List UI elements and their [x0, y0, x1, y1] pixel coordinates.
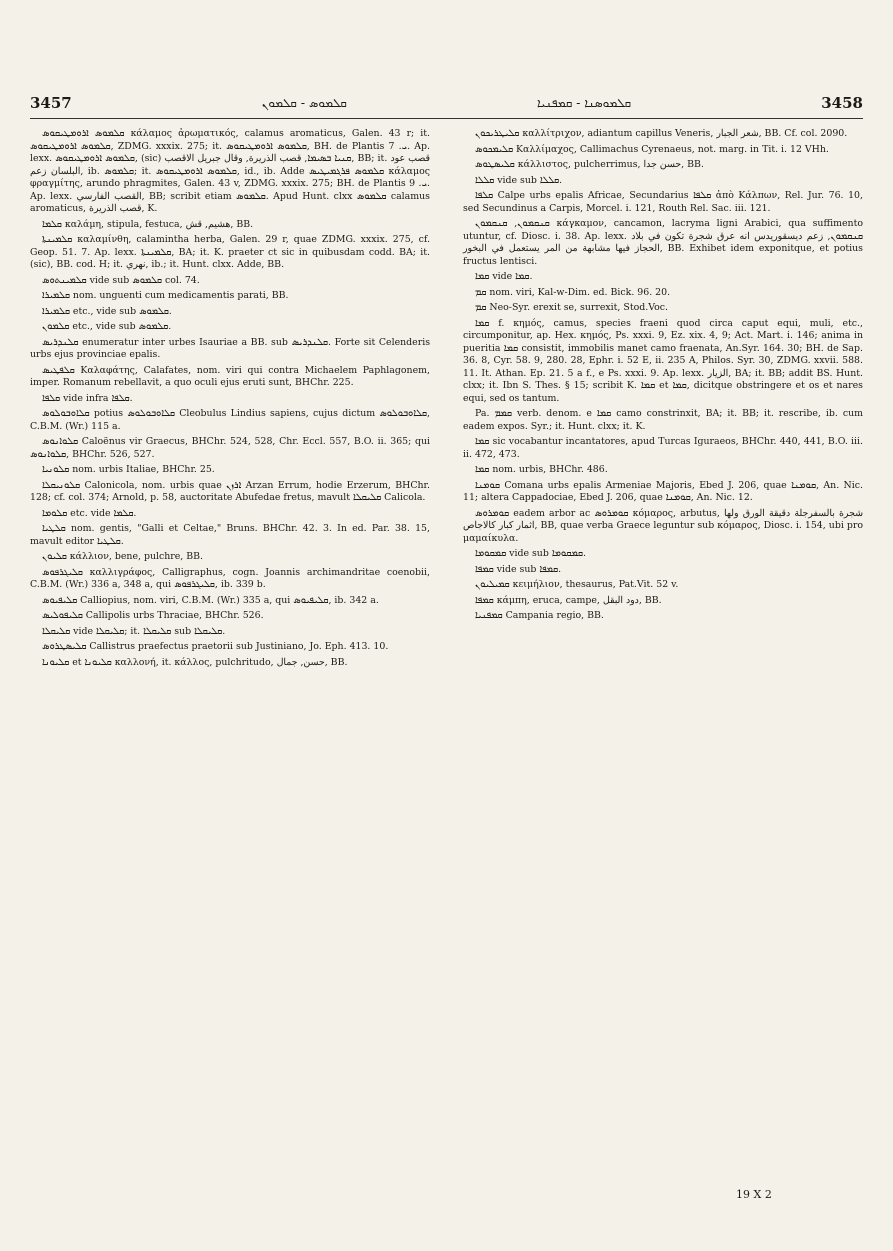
dictionary-entry: ܩܡܦܐ vide sub ܩܡܦܐ. — [475, 563, 562, 575]
dictionary-entry: ܩܠܝܣܛܪܘܣ Callistrus praefectus praetorii sub Justiniano, Jo. Eph. 413. 10. — [42, 641, 389, 652]
dictionary-entry: ܩܠܢܕܪܝܣ enumeratur inter urbes Isauriae a BB. sub ܩܠܢܕܪܝܣ. Forte sit Celenderis urbs ejus provinciae epalis. — [30, 336, 430, 360]
dictionary-entry: ܩܠܝܛܪܝܟܘܢ καλλίτριχον, adiantum capillus Veneris, شعر الجبار, BB. Cf. col. 2090. — [475, 128, 848, 139]
dictionary-entry: ܩܠܐܘܒܘܠܘܣ potius ܩܠܐܘܒܘܠܘܣ Cleobulus Lindius sapiens, cujus dictum ܩܠܐܘܒܘܠܘܣ, C.B.M. (Wr.) 115 a. — [30, 408, 430, 432]
dictionary-entry: ܩܠܡܘܣ ܐܪܘܡܛܝܩܘܣ κάλαμος ἀρωματικός, calamus aromaticus, Galen. 43 r; it. ܩܠܡܘܣ ܐܪܘܡܛܝܩܘܣ, ZDMG. xxxix. 275; it. ܩܠܡܘܣ ܐܪܘܡܛܝܩܘܣ, BH. de Plantis ܝ. 7. Ap. lexx. ܩܠܡܘܣ ܐܪܘܡܛܝܩܘܣ, (sic) ܩܢܝܐ ܒܣܝܡܐ, قصب الذريرة, وقال جبريل الاقصب, BB; it. قصب عود البلسان زعم, ib. ܩܠܡܘܣ; it. ܩܠܡܘܣ ܐܪܘܡܛܝܩܘܣ, id., ib. Adde ܩܠܡܘܣ ܦܪܓܡܝܛܝܣ κάλαμος φραγμίτης, arundo phragmites, Galen. 43 v, ZDMG. xxxix. 275; BH. de Plantis ܝ. 9. Ap. lexx. القصب الفارسي, BB; scribit etiam ܩܠܡܘܣ. Apud Hunt. clxx ܩܠܡܘܣ calamus aromaticus, قصب الذريرة, K. — [30, 128, 431, 214]
dictionary-entry: ܩܠܘܐܢܘܣ Caloënus vir Graecus, BHChr. 524, 528, Chr. Eccl. 557, B.O. ii. 365; qui ܩܠܘܐܢܘܣ, BHChr. 526, 527. — [30, 436, 430, 460]
right-running-title: ܩܠܡܘܣܢܐ - ܩܡܦܢܝܐ — [536, 95, 632, 110]
dictionary-entry: ܩܠܘܢܝܩܠܐ Calonicola, nom. urbis quae ܐܪܙܢ Arzan Errum, hodie Erzerum, BHChr. 128; cf. col. 374; Arnold, p. 58, auctoritate Abufedae fretus, mavult ܩܠܝܩܠܐ Calicola. — [30, 479, 430, 503]
dictionary-entry: ܩܠܡܘܢ etc., vide sub ܩܠܡܘܣ. — [42, 321, 172, 332]
dictionary-entry: ܩܡ Neo-Syr. erexit se, surrexit, Stod.Voc. — [475, 302, 668, 313]
dictionary-entry: ܩܠܡܝܢܬܐ καλαμίνθη, calamintha herba, Galen. 29 r, quae ZDMG. xxxix. 275, cf. Geop. 51. 7. Ap. lexx. ܩܠܡܝܢܬܐ, BA; it. K. praeter ct sic in quibusdam codd. BA; it. (sic), BB. cod. H; it. نهري, ib.; it. Hunt. clxx. Adde, BB. — [30, 234, 430, 270]
left-running-title: ܩܠܡܘܣ - ܩܠܡܘܢ — [261, 95, 347, 110]
right-column — [463, 128, 863, 672]
dictionary-entry: ܩܠܦܛܝܣ Καλαφάτης, Calafates, nom. viri qui contra Michaelem Paphlagonem, imper. Romanum rebellavit, a quo oculi ejus eruti sunt, BHChr. 225. — [30, 364, 430, 388]
dictionary-entry: ܩܠܝܦܘܠܝܣ Callipolis urbs Thraciae, BHChr. 526. — [42, 610, 264, 621]
dictionary-entry: ܩܡܐ f. κημός, camus, species fraeni quod circa caput equi, muli, etc., circumponitur, ap. Hex. κημός, Ps. xxxi. 9, Ez. xix. 4, 9; Act. Mart. i. 146; anima in pueritia ܩܡܐ consistit, immobilis manet camo fraenata, An.Syr. 164. 30; BH. de Sap. 36. 8, Cyr. 58. 9, 280. 28, Ephr. i. 52 E, ii. 235 A, Philos. Syr. 30, ZDMG. xxvii. 588. 11. It. Athan. Ep. 21. 5 a f., e Ps. xxxi. 9. Ap. lexx. الزيار, BA; it. BB; addit BS. Hunt. clxx; it. Ibn S. Thes. § 15; scribit K. ܩܡܐ et ܩܡܐ, dicitque obstringere et os et nares equi, sed os tantum. — [463, 317, 864, 404]
dictionary-entry: ܩܡܦܐ κάμπη, eruca, campe, دود البقل, BB. — [475, 594, 662, 606]
dictionary-entry: ܩܠܡܝܪܐ nom. unguenti cum medicamentis parati, BB. — [42, 290, 289, 301]
dictionary-entry: ܩܠܦܐ Calpe urbs epalis Africae, Secundarius ܩܠܦܐ ἀπὸ Κάλπων, Rel. Jur. 76. 10, sed Secundinus a Carpis, Morcel. i. 121, Routh Rel. Sac. iii. 121. — [463, 190, 863, 214]
dictionary-entry: ܩܠܝܘܢܐ et ܩܠܝܘܢܐ καλλονή, it. κάλλος, pulchritudo, حسن, جمال, BB. — [42, 656, 348, 668]
dictionary-entry: ܩܠܘܡܐ etc. vide ܩܠܡܐ. — [42, 507, 137, 519]
dictionary-entry: ܩܠܝܘܢ κάλλιον, bene, pulchre, BB. — [42, 551, 204, 562]
dictionary-entry: ܩܡܩܘܡܐ vide sub ܩܡܩܘܡܐ. — [475, 548, 586, 559]
right-page-number: 3458 — [821, 94, 863, 112]
dictionary-entry: ܩܠܡܝܢܬܘܣ vide sub ܩܠܡܘܣ col. 74. — [42, 274, 200, 286]
dictionary-entry: ܩܠܡܐ καλάμη, stipula, festuca, هشيم, قش, BB. — [42, 218, 254, 230]
dictionary-entry: ܩܘܡܢܐ Comana urbs epalis Armeniae Majoris, Ebed J. 206, quae ܩܘܡܢܐ, An. Nic. 11; altera Cappadociae, Ebed J. 206, quae ܩܘܡܢܐ, An. Nic. 12. — [463, 479, 863, 503]
dictionary-entry: ܩܠܠܐ vide sub ܩܠܠܐ. — [475, 174, 563, 186]
dictionary-entry: ܩܡܐ nom. urbis, BHChr. 486. — [475, 464, 608, 475]
dictionary-entry: ܩܡܝܠܝܘܢ κειμήλιον, thesaurus, Pat.Vit. 52 v. — [475, 579, 679, 590]
dictionary-entry: ܩܠܘܢܝܐ nom. urbis Italiae, BHChr. 25. — [42, 464, 215, 475]
dictionary-entry: ܩܡܦܢܝܐ Campania regio, BB. — [475, 610, 604, 621]
left-page-number: 3457 — [30, 94, 72, 112]
dictionary-entry: ܩܠܝܩܠܐ vide ܩܠܝܩܠܐ; it. ܩܠܝܩܠܐ sub ܩܠܝܩܠܐ. — [42, 625, 226, 637]
dictionary-entry: ܩܠܡܝܪܐ etc., vide sub ܩܠܡܘܣ. — [42, 305, 172, 317]
dictionary-entry: ܩܠܝܦܝܘܣ Calliopius, nom. viri, C.B.M. (Wr.) 335 a, qui ܩܠܝܦܝܘܣ, ib. 342 a. — [42, 594, 379, 606]
dictionary-entry: ܩܡܐ vide ܩܡܐ. — [475, 271, 533, 282]
columns — [30, 128, 863, 672]
dictionary-entry: ܩܠܛܝܐ nom. gentis, "Galli et Celtae," Bruns. BHChr. 42. 3. In ed. Par. 38. 15, mavult editor ܩܠܛܝܐ. — [30, 523, 430, 547]
dictionary-entry: ܩܠܝܣܛܘܣ κάλλιστος, pulcherrimus, حسن جدا, BB. — [475, 159, 704, 170]
signature-mark: 19 X 2 — [736, 1188, 772, 1201]
left-column — [30, 128, 430, 672]
dictionary-entry: ܩܡܐ sic vocabantur incantatores, apud Turcas Iguraeos, BHChr. 440, 441, B.O. iii. ii. 472, 473. — [463, 436, 863, 460]
dictionary-entry: ܩܡ nom. viri, Kal-w-Dim. ed. Bick. 96. 20. — [475, 286, 671, 298]
dictionary-entry: Pa. ܩܡܡ verb. denom. e ܩܡܐ camo constrinxit, BA; it. BB; it. rescribe, ib. cum eadem expos. Syr.; it. Hunt. clxx; it. K. — [463, 408, 863, 432]
dictionary-entry: ܩܢܩܡܘܢ, ܩܢܩܡܘܢ κάγκαμον, cancamon, lacryma ligni Arabici, qua suffimento utuntur, cf. Diosc. i. 38. Ap. lexx. ܩܢܩܡܘܢ, زعم ديسقوريدس انه عرق شجرة تكون في بلاد الحجاز فيها مشابهة من المر يستعمل في البخور, BB. Exhibet idem exponitque, et potius fructus lentisci. — [463, 218, 864, 267]
dictionary-entry: ܩܘܡܪܘܣ eadem arbor ac ܩܘܡܪܘܣ κόμαρος, arbutus, شجرة بالسفرجلة دقيقة الورق ولها اثمار كبار كالاجاص, BB, quae verba Graece leguntur sub κόμαρος, Diosc. i. 154, ubi pro μαμαίκυλα. — [463, 507, 864, 544]
running-header — [30, 88, 863, 118]
dictionary-entry: ܩܠܦܐ vide infra ܩܠܦܐ. — [42, 392, 133, 404]
dictionary-entry: ܩܠܝܓܪܦܘܣ καλλιγράφος, Calligraphus, cogn. Joannis archimandritae coenobii, C.B.M. (Wr.) 336 a, 348 a, qui ܩܠܝܓܪܦܘܣ, ib. 339 b. — [30, 566, 430, 590]
header-rule — [30, 118, 863, 119]
dictionary-entry: ܩܠܝܡܟܘܣ Καλλίμαχος, Callimachus Cyrenaeus, not. marg. in Tit. i. 12 VHh. — [475, 143, 829, 155]
